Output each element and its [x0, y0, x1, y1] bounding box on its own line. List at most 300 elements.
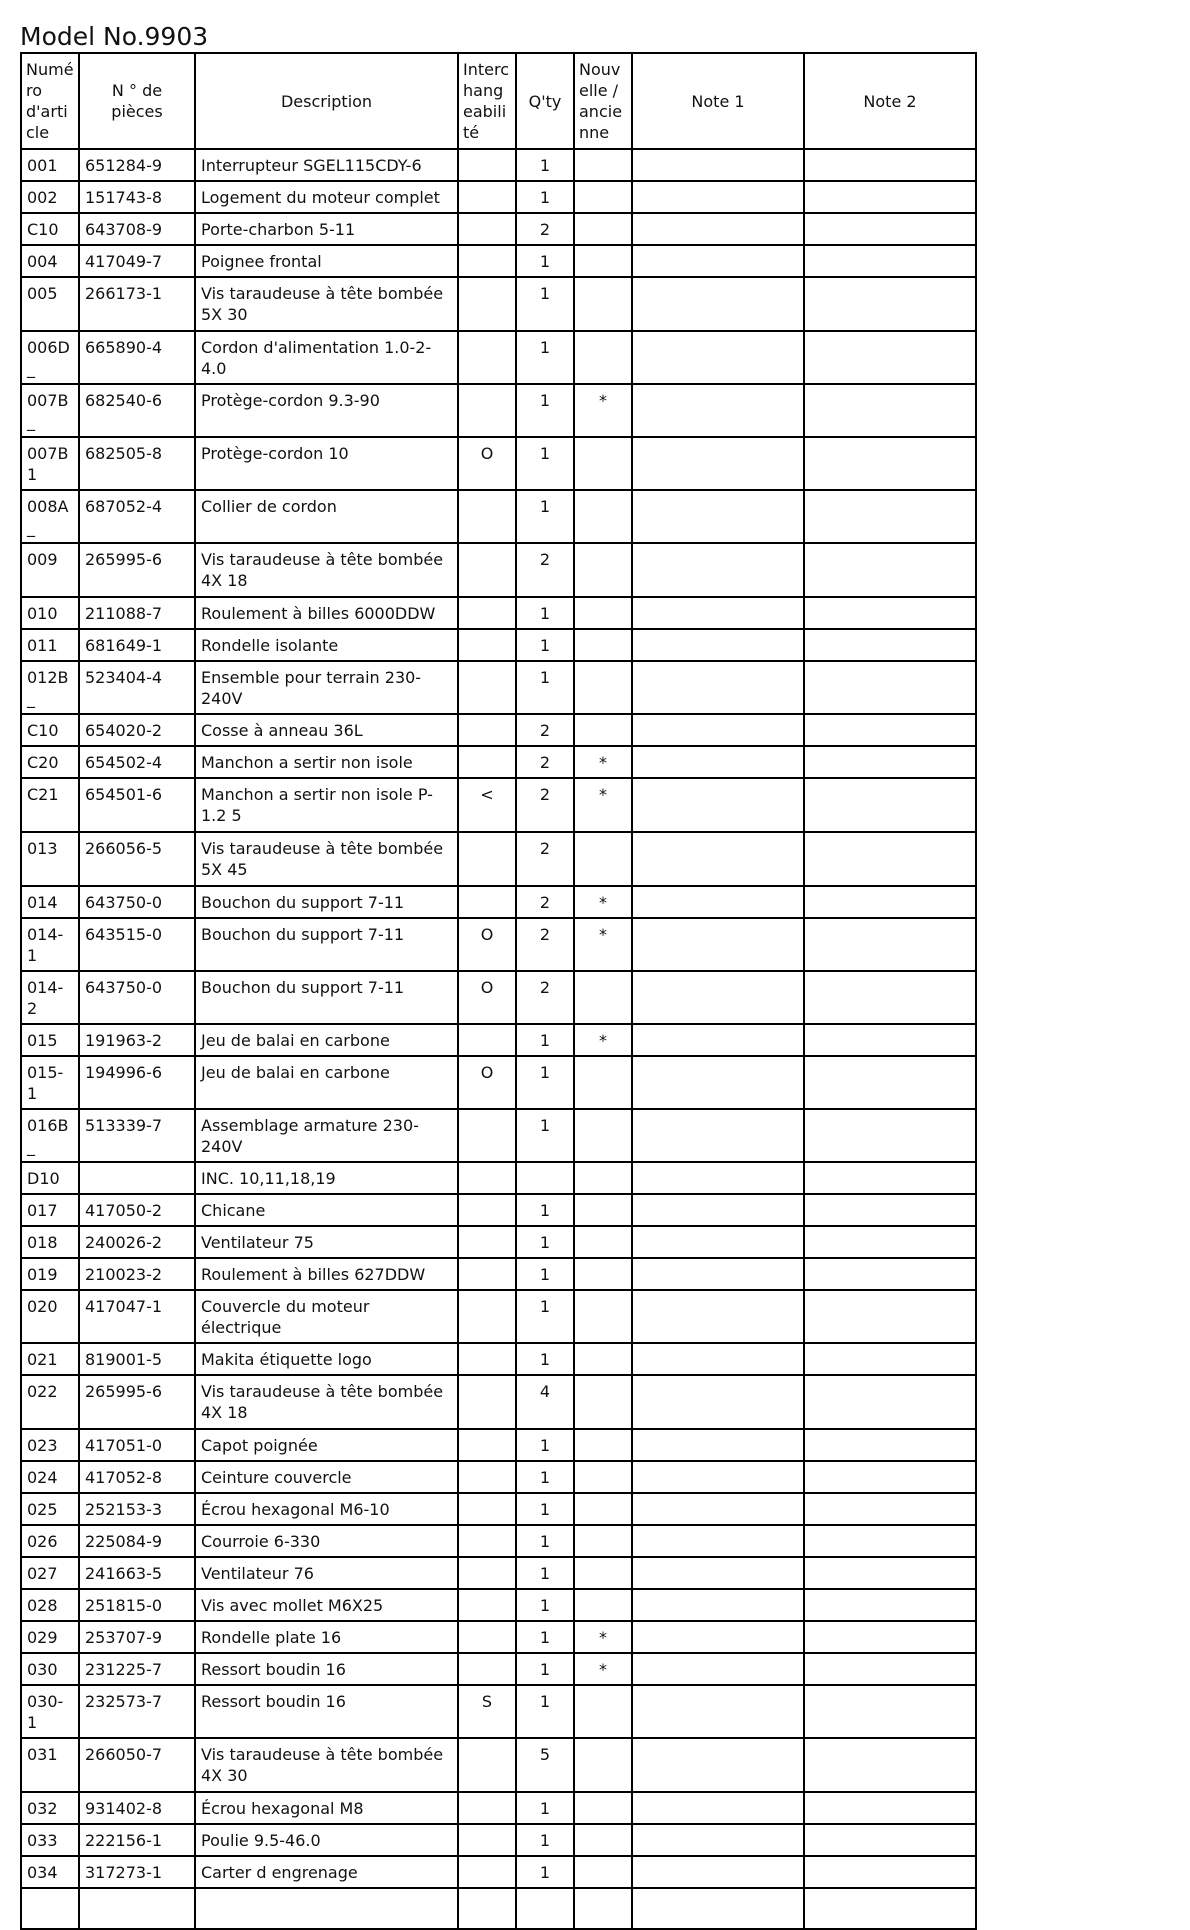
header-new-old: Nouvelle / ancienne — [574, 53, 632, 149]
cell-note-1 — [632, 714, 804, 746]
cell-quantity: 1 — [516, 1824, 574, 1856]
cell-new-old — [574, 1824, 632, 1856]
cell-note-2 — [804, 629, 976, 661]
cell-description: Manchon a sertir non isole — [195, 746, 458, 778]
cell-description: Vis taraudeuse à tête bombée 4X 30 — [195, 1738, 458, 1792]
cell-part-number: 417050-2 — [79, 1194, 195, 1226]
cell-description: Cordon d'alimentation 1.0-2-4.0 — [195, 331, 458, 384]
table-row — [21, 597, 976, 629]
cell-description: Rondelle plate 16 — [195, 1621, 458, 1653]
cell-part-number: 191963-2 — [79, 1024, 195, 1056]
table-row — [21, 1375, 976, 1429]
cell-item-number: 022 — [21, 1375, 79, 1429]
header-description: Description — [195, 53, 458, 149]
cell-quantity: 1 — [516, 1343, 574, 1375]
cell-note-2 — [804, 1824, 976, 1856]
cell-item-number: C10 — [21, 213, 79, 245]
cell-new-old — [574, 1738, 632, 1792]
cell-note-1 — [632, 778, 804, 832]
cell-description: Makita étiquette logo — [195, 1343, 458, 1375]
cell-description: Écrou hexagonal M8 — [195, 1792, 458, 1824]
cell-description: Logement du moteur complet — [195, 181, 458, 213]
cell-part-number: 681649-1 — [79, 629, 195, 661]
cell-interchangeability — [458, 746, 516, 778]
cell-new-old: * — [574, 746, 632, 778]
cell-new-old — [574, 149, 632, 181]
cell-interchangeability — [458, 1343, 516, 1375]
table-row — [21, 1290, 976, 1343]
table-row — [21, 1792, 976, 1824]
table-row — [21, 384, 976, 437]
cell-item-number: 018 — [21, 1226, 79, 1258]
cell-item-number: C10 — [21, 714, 79, 746]
cell-description: Chicane — [195, 1194, 458, 1226]
cell-interchangeability — [458, 1290, 516, 1343]
cell-description: Écrou hexagonal M6-10 — [195, 1493, 458, 1525]
cell-description: Vis avec mollet M6X25 — [195, 1589, 458, 1621]
table-row — [21, 181, 976, 213]
table-row — [21, 1493, 976, 1525]
cell-quantity: 1 — [516, 1525, 574, 1557]
cell-quantity: 1 — [516, 1493, 574, 1525]
table-row — [21, 437, 976, 490]
cell-new-old — [574, 1290, 632, 1343]
cell-note-1 — [632, 832, 804, 886]
cell-item-number: 020 — [21, 1290, 79, 1343]
cell-part-number: 643750-0 — [79, 886, 195, 918]
table-row — [21, 1194, 976, 1226]
cell-note-2 — [804, 778, 976, 832]
table-row — [21, 331, 976, 384]
cell-quantity: 1 — [516, 1226, 574, 1258]
cell-description: Bouchon du support 7-11 — [195, 918, 458, 971]
cell-note-1 — [632, 437, 804, 490]
table-row — [21, 1589, 976, 1621]
cell-note-2 — [804, 1226, 976, 1258]
cell-new-old — [574, 1226, 632, 1258]
cell-item-number: 030 — [21, 1653, 79, 1685]
cell-quantity: 2 — [516, 746, 574, 778]
cell-quantity: 1 — [516, 1589, 574, 1621]
cell-part-number: 643708-9 — [79, 213, 195, 245]
cell-note-1 — [632, 1856, 804, 1888]
cell-note-1 — [632, 1109, 804, 1162]
cell-interchangeability — [458, 1461, 516, 1493]
cell-quantity: 2 — [516, 213, 574, 245]
cell-note-1 — [632, 1343, 804, 1375]
cell-note-1 — [632, 1525, 804, 1557]
table-row — [21, 149, 976, 181]
cell-item-number: 024 — [21, 1461, 79, 1493]
table-row — [21, 1621, 976, 1653]
cell-description: Protège-cordon 10 — [195, 437, 458, 490]
table-row — [21, 1429, 976, 1461]
cell-description: Ensemble pour terrain 230-240V — [195, 661, 458, 714]
cell-quantity: 1 — [516, 1109, 574, 1162]
cell-part-number: 665890-4 — [79, 331, 195, 384]
cell-quantity: 2 — [516, 714, 574, 746]
cell-item-number: 015 — [21, 1024, 79, 1056]
cell-new-old — [574, 597, 632, 629]
cell-item-number: 033 — [21, 1824, 79, 1856]
cell-item-number: 011 — [21, 629, 79, 661]
cell-interchangeability — [458, 832, 516, 886]
cell-item-number: C21 — [21, 778, 79, 832]
cell-note-2 — [804, 149, 976, 181]
cell-interchangeability: < — [458, 778, 516, 832]
cell-note-2 — [804, 971, 976, 1024]
table-row — [21, 714, 976, 746]
table-row — [21, 971, 976, 1024]
cell-note-1 — [632, 181, 804, 213]
cell-item-number: 012B_ — [21, 661, 79, 714]
cell-quantity: 2 — [516, 543, 574, 597]
cell-part-number: 251815-0 — [79, 1589, 195, 1621]
cell-new-old — [574, 1429, 632, 1461]
cell-part-number: 513339-7 — [79, 1109, 195, 1162]
cell-note-2 — [804, 661, 976, 714]
cell-part-number: 231225-7 — [79, 1653, 195, 1685]
cell-note-1 — [632, 331, 804, 384]
cell-new-old — [574, 1557, 632, 1589]
cell-quantity: 4 — [516, 1375, 574, 1429]
cell-note-2 — [804, 1109, 976, 1162]
cell-quantity: 1 — [516, 490, 574, 543]
cell-quantity: 2 — [516, 918, 574, 971]
table-row — [21, 1557, 976, 1589]
cell-part-number: 417052-8 — [79, 1461, 195, 1493]
cell-part-number: 265995-6 — [79, 543, 195, 597]
cell-description: Roulement à billes 627DDW — [195, 1258, 458, 1290]
cell-interchangeability — [458, 714, 516, 746]
header-note-1: Note 1 — [632, 53, 804, 149]
cell-item-number: 021 — [21, 1343, 79, 1375]
cell-interchangeability — [458, 1109, 516, 1162]
cell-note-2 — [804, 1493, 976, 1525]
table-row — [21, 832, 976, 886]
cell-interchangeability — [458, 1824, 516, 1856]
cell-note-1 — [632, 245, 804, 277]
cell-note-1 — [632, 746, 804, 778]
cell-note-1 — [632, 971, 804, 1024]
cell-note-1 — [632, 1888, 804, 1929]
cell-note-1 — [632, 1461, 804, 1493]
cell-interchangeability: O — [458, 971, 516, 1024]
cell-new-old — [574, 1589, 632, 1621]
cell-note-2 — [804, 832, 976, 886]
cell-part-number: 232573-7 — [79, 1685, 195, 1738]
cell-quantity: 1 — [516, 331, 574, 384]
cell-note-2 — [804, 1461, 976, 1493]
cell-quantity: 1 — [516, 384, 574, 437]
cell-note-1 — [632, 1024, 804, 1056]
cell-quantity: 1 — [516, 629, 574, 661]
cell-note-2 — [804, 1375, 976, 1429]
cell-interchangeability — [458, 1738, 516, 1792]
cell-interchangeability — [458, 1525, 516, 1557]
cell-part-number: 241663-5 — [79, 1557, 195, 1589]
header-quantity: Q'ty — [516, 53, 574, 149]
cell-note-1 — [632, 918, 804, 971]
cell-quantity: 1 — [516, 1621, 574, 1653]
cell-note-2 — [804, 1429, 976, 1461]
cell-quantity: 1 — [516, 1290, 574, 1343]
cell-note-2 — [804, 886, 976, 918]
cell-quantity: 1 — [516, 437, 574, 490]
cell-quantity: 1 — [516, 1685, 574, 1738]
cell-item-number: 027 — [21, 1557, 79, 1589]
cell-interchangeability — [458, 149, 516, 181]
header-interchangeability: Interchangeabilité — [458, 53, 516, 149]
cell-item-number: 014 — [21, 886, 79, 918]
header-note-2: Note 2 — [804, 53, 976, 149]
cell-interchangeability: O — [458, 918, 516, 971]
cell-item-number: 010 — [21, 597, 79, 629]
cell-note-1 — [632, 1194, 804, 1226]
cell-interchangeability — [458, 384, 516, 437]
cell-quantity: 1 — [516, 1557, 574, 1589]
cell-part-number: 266056-5 — [79, 832, 195, 886]
cell-interchangeability — [458, 1856, 516, 1888]
cell-description: Ventilateur 75 — [195, 1226, 458, 1258]
cell-part-number: 151743-8 — [79, 181, 195, 213]
cell-item-number: C20 — [21, 746, 79, 778]
cell-description: Ressort boudin 16 — [195, 1653, 458, 1685]
cell-note-1 — [632, 661, 804, 714]
cell-interchangeability — [458, 1429, 516, 1461]
cell-item-number: 014-1 — [21, 918, 79, 971]
table-row — [21, 886, 976, 918]
cell-note-1 — [632, 1557, 804, 1589]
table-row — [21, 778, 976, 832]
cell-note-1 — [632, 1589, 804, 1621]
cell-interchangeability — [458, 213, 516, 245]
cell-note-2 — [804, 543, 976, 597]
cell-item-number: 007B1 — [21, 437, 79, 490]
table-row — [21, 1258, 976, 1290]
cell-new-old — [574, 1792, 632, 1824]
cell-new-old — [574, 1343, 632, 1375]
cell-note-2 — [804, 277, 976, 331]
cell-note-1 — [632, 1375, 804, 1429]
cell-new-old — [574, 543, 632, 597]
cell-item-number: 025 — [21, 1493, 79, 1525]
cell-interchangeability — [458, 331, 516, 384]
cell-quantity: 1 — [516, 1194, 574, 1226]
cell-note-1 — [632, 1824, 804, 1856]
cell-item-number: 015-1 — [21, 1056, 79, 1109]
cell-quantity: 1 — [516, 1653, 574, 1685]
cell-note-1 — [632, 886, 804, 918]
cell-part-number: 210023-2 — [79, 1258, 195, 1290]
header-item-number: Numéro d'article — [21, 53, 79, 149]
cell-note-1 — [632, 277, 804, 331]
cell-part-number: 819001-5 — [79, 1343, 195, 1375]
cell-item-number: 023 — [21, 1429, 79, 1461]
cell-description: Vis taraudeuse à tête bombée 5X 45 — [195, 832, 458, 886]
cell-note-1 — [632, 1162, 804, 1194]
cell-part-number: 417051-0 — [79, 1429, 195, 1461]
table-row — [21, 1738, 976, 1792]
cell-quantity: 5 — [516, 1738, 574, 1792]
table-row — [21, 1343, 976, 1375]
cell-new-old — [574, 832, 632, 886]
cell-description: Bouchon du support 7-11 — [195, 971, 458, 1024]
page-title: Model No.9903 — [20, 22, 209, 51]
cell-item-number: 026 — [21, 1525, 79, 1557]
cell-quantity: 2 — [516, 971, 574, 1024]
cell-description: Jeu de balai en carbone — [195, 1024, 458, 1056]
cell-note-2 — [804, 1685, 976, 1738]
cell-interchangeability — [458, 1226, 516, 1258]
cell-part-number — [79, 1162, 195, 1194]
cell-note-2 — [804, 1290, 976, 1343]
cell-interchangeability — [458, 1162, 516, 1194]
table-row — [21, 1024, 976, 1056]
cell-description: Vis taraudeuse à tête bombée 4X 18 — [195, 1375, 458, 1429]
cell-interchangeability — [458, 1792, 516, 1824]
cell-description: Vis taraudeuse à tête bombée 5X 30 — [195, 277, 458, 331]
table-row — [21, 213, 976, 245]
table-row — [21, 1653, 976, 1685]
table-row — [21, 277, 976, 331]
cell-interchangeability — [458, 1258, 516, 1290]
cell-note-2 — [804, 1653, 976, 1685]
cell-description: Ceinture couvercle — [195, 1461, 458, 1493]
cell-part-number: 266050-7 — [79, 1738, 195, 1792]
cell-part-number: 211088-7 — [79, 597, 195, 629]
cell-quantity: 1 — [516, 661, 574, 714]
cell-part-number: 654020-2 — [79, 714, 195, 746]
table-row — [21, 1525, 976, 1557]
cell-new-old — [574, 1056, 632, 1109]
cell-quantity: 1 — [516, 1429, 574, 1461]
table-row — [21, 918, 976, 971]
cell-item-number: 004 — [21, 245, 79, 277]
cell-note-1 — [632, 490, 804, 543]
cell-quantity: 1 — [516, 597, 574, 629]
cell-new-old — [574, 1461, 632, 1493]
cell-part-number: 417049-7 — [79, 245, 195, 277]
cell-note-2 — [804, 437, 976, 490]
cell-description: Rondelle isolante — [195, 629, 458, 661]
cell-quantity: 1 — [516, 1461, 574, 1493]
cell-quantity: 1 — [516, 1258, 574, 1290]
cell-note-1 — [632, 1493, 804, 1525]
cell-interchangeability — [458, 1375, 516, 1429]
cell-quantity — [516, 1162, 574, 1194]
cell-description: Jeu de balai en carbone — [195, 1056, 458, 1109]
cell-item-number: 013 — [21, 832, 79, 886]
cell-item-number: 008A_ — [21, 490, 79, 543]
cell-note-2 — [804, 181, 976, 213]
table-row — [21, 543, 976, 597]
cell-quantity: 1 — [516, 245, 574, 277]
cell-part-number: 687052-4 — [79, 490, 195, 543]
cell-item-number: 034 — [21, 1856, 79, 1888]
cell-quantity: 1 — [516, 1792, 574, 1824]
cell-description: Interrupteur SGEL115CDY-6 — [195, 149, 458, 181]
cell-part-number: 682540-6 — [79, 384, 195, 437]
cell-interchangeability — [458, 277, 516, 331]
cell-description: Cosse à anneau 36L — [195, 714, 458, 746]
cell-new-old — [574, 331, 632, 384]
cell-note-2 — [804, 1525, 976, 1557]
cell-part-number: 240026-2 — [79, 1226, 195, 1258]
cell-note-2 — [804, 331, 976, 384]
cell-new-old — [574, 629, 632, 661]
header-row — [21, 53, 976, 149]
cell-interchangeability — [458, 543, 516, 597]
cell-note-1 — [632, 1429, 804, 1461]
cell-new-old — [574, 1493, 632, 1525]
cell-part-number: 682505-8 — [79, 437, 195, 490]
cell-note-1 — [632, 1226, 804, 1258]
cell-description: Manchon a sertir non isole P-1.2 5 — [195, 778, 458, 832]
cell-description: Bouchon du support 7-11 — [195, 886, 458, 918]
cell-interchangeability — [458, 1194, 516, 1226]
cell-note-2 — [804, 746, 976, 778]
cell-note-2 — [804, 1738, 976, 1792]
cell-new-old — [574, 437, 632, 490]
table-row — [21, 1056, 976, 1109]
cell-new-old — [574, 1109, 632, 1162]
cell-new-old: * — [574, 1621, 632, 1653]
cell-item-number: 014-2 — [21, 971, 79, 1024]
cell-item-number: 006D_ — [21, 331, 79, 384]
cell-part-number: 253707-9 — [79, 1621, 195, 1653]
cell-new-old — [574, 1194, 632, 1226]
table-row — [21, 1685, 976, 1738]
cell-interchangeability — [458, 629, 516, 661]
cell-interchangeability — [458, 181, 516, 213]
cell-item-number: 002 — [21, 181, 79, 213]
cell-description: Couvercle du moteur électrique — [195, 1290, 458, 1343]
cell-note-1 — [632, 1653, 804, 1685]
table-row — [21, 1109, 976, 1162]
cell-interchangeability: O — [458, 1056, 516, 1109]
cell-new-old — [574, 1525, 632, 1557]
cell-new-old — [574, 1888, 632, 1929]
cell-new-old — [574, 1375, 632, 1429]
cell-part-number: 643750-0 — [79, 971, 195, 1024]
cell-note-2 — [804, 918, 976, 971]
cell-note-2 — [804, 1888, 976, 1929]
cell-description: Assemblage armature 230-240V — [195, 1109, 458, 1162]
cell-interchangeability — [458, 1557, 516, 1589]
cell-description: Ventilateur 76 — [195, 1557, 458, 1589]
cell-quantity: 2 — [516, 832, 574, 886]
cell-item-number: 001 — [21, 149, 79, 181]
cell-new-old: * — [574, 1024, 632, 1056]
cell-new-old — [574, 245, 632, 277]
cell-item-number: 019 — [21, 1258, 79, 1290]
cell-new-old — [574, 490, 632, 543]
cell-note-1 — [632, 1621, 804, 1653]
table-row — [21, 746, 976, 778]
cell-new-old: * — [574, 886, 632, 918]
cell-item-number: 009 — [21, 543, 79, 597]
cell-note-2 — [804, 1024, 976, 1056]
cell-quantity: 1 — [516, 181, 574, 213]
cell-new-old: * — [574, 1653, 632, 1685]
cell-item-number: 016B_ — [21, 1109, 79, 1162]
cell-note-1 — [632, 597, 804, 629]
cell-description: Vis taraudeuse à tête bombée 4X 18 — [195, 543, 458, 597]
cell-part-number: 266173-1 — [79, 277, 195, 331]
cell-part-number: 654501-6 — [79, 778, 195, 832]
cell-new-old — [574, 714, 632, 746]
